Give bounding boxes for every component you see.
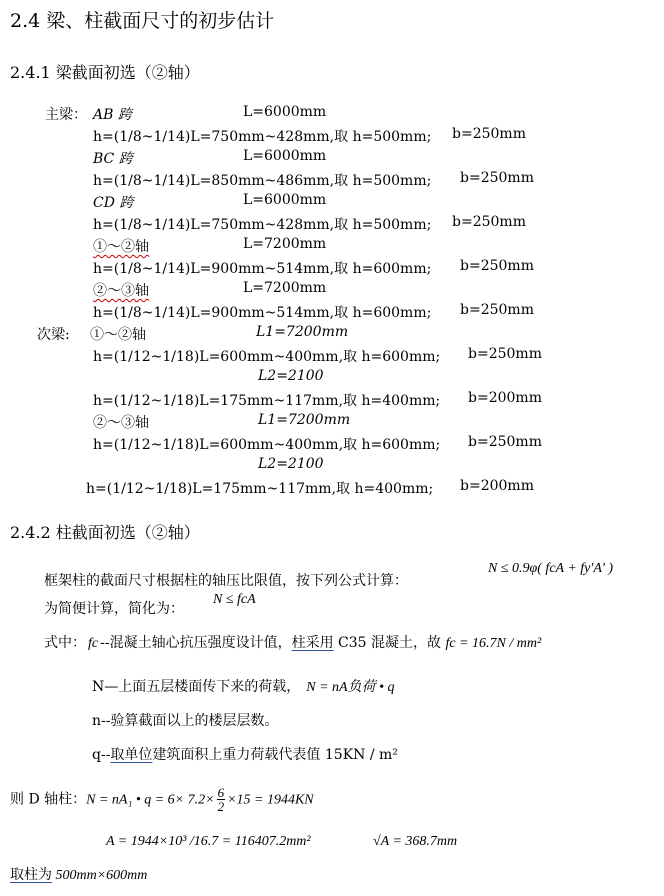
secondary-beam-width1-1-2: b=250mm (468, 346, 542, 362)
d-axis-formula-left: N = nA₁ • q = 6× 7.2× (86, 792, 215, 808)
secondary-beam-height1-2-3: h=(1/12~1/18)L=600mm~400mm,取 h=600mm; (93, 437, 441, 453)
secondary-beam-length1-2-3: L1=7200mm (258, 412, 351, 428)
main-beam-label: 主梁： (45, 107, 87, 123)
secondary-beam-length2-2-3: L2=2100 (258, 456, 324, 472)
secondary-beam-height2-2-3: h=(1/12~1/18)L=175mm~117mm,取 h=400mm; (86, 481, 434, 497)
column-heading: 2.4.2 柱截面初选（②轴） (10, 523, 200, 542)
fraction-numerator: 6 (217, 785, 225, 800)
secondary-beam-length2-1-2: L2=2100 (258, 368, 324, 384)
fc-value: fc = 16.7N / mm² (445, 636, 542, 651)
secondary-beam-width1-2-3: b=250mm (468, 434, 542, 450)
sqrt-area-formula: √A = 368.7mm (373, 834, 458, 849)
d-axis-column-calc (10, 786, 314, 813)
column-intro-text: 框架柱的截面尺寸根据柱的轴压比限值，按下列公式计算： (44, 573, 408, 589)
main-beam-width-1-2: b=250mm (460, 258, 534, 274)
column-size-result (10, 864, 147, 884)
main-beam-width-2-3: b=250mm (460, 302, 534, 318)
main-beam-height-cd: h=(1/8~1/14)L=750mm~428mm,取 h=500mm; (93, 217, 432, 233)
main-beam-length-bc: L=6000mm (243, 148, 327, 164)
axial-ratio-formula: N ≤ 0.9φ( fcA + fy'A' ) (488, 561, 614, 576)
fc-definition (44, 632, 541, 652)
fc-symbol: fc (88, 636, 99, 651)
concrete-grade-text: C35 混凝土，故 (333, 635, 446, 651)
unit-area-link: 取单位 (110, 747, 153, 763)
n-load-definition (92, 676, 395, 696)
take-column-link: 取柱为 (10, 867, 52, 883)
main-beam-width-ab: b=250mm (452, 126, 526, 142)
main-beam-span-ab: AB 跨 (93, 107, 132, 123)
main-beam-height-1-2: h=(1/8~1/14)L=900mm~514mm,取 h=600mm; (93, 261, 432, 277)
column-size-value: 500mm×600mm (52, 868, 148, 883)
n-floors-definition: n--验算截面以上的楼层层数。 (92, 713, 279, 729)
secondary-beam-height1-1-2: h=(1/12~1/18)L=600mm~400mm,取 h=600mm; (93, 349, 441, 365)
q-prefix: q-- (92, 747, 111, 763)
main-beam-length-ab: L=6000mm (243, 104, 327, 120)
area-formula: A = 1944×10³ /16.7 = 116407.2mm² (106, 834, 311, 849)
fraction-denominator: 2 (217, 799, 225, 814)
d-axis-formula-right: ×15 = 1944KN (227, 792, 314, 808)
main-beam-length-1-2: L=7200mm (243, 236, 327, 252)
secondary-beam-label: 次梁: (37, 327, 70, 343)
fc-description: --混凝土轴心抗压强度设计值， (100, 635, 292, 651)
main-beam-length-cd: L=6000mm (243, 192, 327, 208)
q-load-definition (92, 744, 398, 764)
simplify-text: 为简便计算，简化为： (44, 601, 184, 617)
main-beam-length-2-3: L=7200mm (243, 280, 327, 296)
beam-heading: 2.4.1 梁截面初选（②轴） (10, 63, 200, 82)
main-beam-height-ab: h=(1/8~1/14)L=750mm~428mm,取 h=500mm; (93, 129, 432, 145)
d-axis-fraction (217, 786, 226, 813)
main-beam-span-1-2: ①～②轴 (93, 239, 149, 255)
secondary-beam-span-2-3: ②～③轴 (93, 415, 149, 431)
main-beam-height-2-3: h=(1/8~1/14)L=900mm~514mm,取 h=600mm; (93, 305, 432, 321)
secondary-beam-width2-2-3: b=200mm (460, 478, 534, 494)
n-load-formula: N = nA负荷 • q (306, 680, 395, 695)
d-axis-label: 则 D 轴柱： (10, 791, 87, 808)
secondary-beam-height2-1-2: h=(1/12~1/18)L=175mm~117mm,取 h=400mm; (93, 393, 441, 409)
main-beam-span-bc: BC 跨 (93, 151, 133, 167)
section-title: 2.4 梁、柱截面尺寸的初步估计 (10, 10, 275, 32)
main-beam-height-bc: h=(1/8~1/14)L=850mm~486mm,取 h=500mm; (93, 173, 432, 189)
q-description: 建筑面积上重力荷载代表值 15KN / m² (152, 747, 398, 763)
column-material-link: 柱采用 (291, 635, 334, 651)
main-beam-span-cd: CD 跨 (93, 195, 134, 211)
secondary-beam-length1-1-2: L1=7200mm (256, 324, 349, 340)
secondary-beam-width2-1-2: b=200mm (468, 390, 542, 406)
simplified-formula: N ≤ fcA (213, 592, 256, 607)
n-load-text: N—上面五层楼面传下来的荷载， (92, 679, 301, 695)
main-beam-width-bc: b=250mm (460, 170, 534, 186)
where-prefix: 式中： (44, 635, 86, 651)
main-beam-width-cd: b=250mm (452, 214, 526, 230)
secondary-beam-span-1-2: ①～②轴 (90, 327, 146, 343)
main-beam-span-2-3: ②～③轴 (93, 283, 149, 299)
